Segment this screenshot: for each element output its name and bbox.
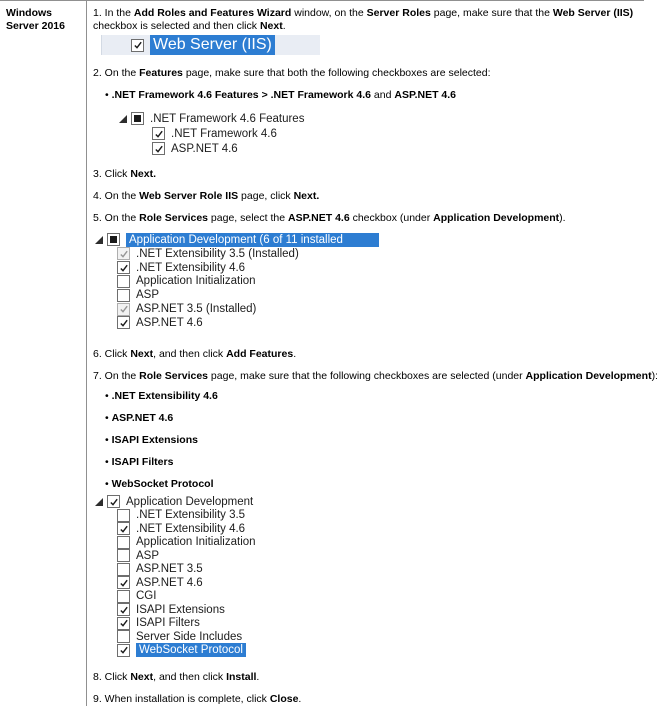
tree-item-row	[95, 643, 658, 657]
tree-item-row	[95, 603, 658, 617]
checklist-item: • .NET Extensibility 4.6	[105, 389, 218, 402]
tree-root-row	[95, 495, 658, 509]
tree-item-row	[95, 316, 658, 330]
tree-item-label: WebSocket Protocol	[136, 643, 246, 657]
tree-item-row	[95, 275, 658, 289]
checked-checkbox-icon	[117, 603, 130, 616]
indeterminate-checkbox-icon	[131, 112, 144, 125]
step-8-text: 8. Click Next, and then click Install.	[93, 670, 260, 683]
step-5-text: 5. On the Role Services page, select the ASP.NET 4.6 checkbox (under Application Development).	[93, 212, 566, 224]
tree-item-label: .NET Extensibility 4.6	[136, 522, 246, 535]
role-services-step5-screenshot	[93, 232, 658, 330]
tree-root-label: Application Development	[126, 495, 254, 508]
tree-item-label: .NET Extensibility 3.5	[136, 509, 246, 522]
tree-item-label: CGI	[136, 590, 157, 603]
tree-item-row	[95, 562, 658, 576]
tree-item-row	[95, 508, 658, 522]
expander-arrow-icon	[95, 236, 103, 244]
step-2-bullet: • .NET Framework 4.6 Features > .NET Framework 4.6 and ASP.NET 4.6	[105, 89, 457, 101]
tree-item-label: ASP.NET 3.5	[136, 563, 203, 576]
tree-root-row	[119, 111, 658, 126]
features-tree-screenshot	[93, 111, 658, 156]
step-7-text: 7. On the Role Services page, make sure that the following checkboxes are selected (under Application Development):	[93, 369, 658, 382]
unchecked-checkbox-icon	[117, 549, 130, 562]
tree-item-row	[95, 261, 658, 275]
tree-item-row	[95, 522, 658, 536]
tree-root-row	[95, 232, 658, 247]
step-6-text: 6. Click Next, and then click Add Features.	[93, 347, 297, 360]
checked-checkbox-icon	[152, 142, 165, 155]
tree-item-label: Server Side Includes	[136, 630, 243, 643]
step-3-text: 3. Click Next.	[93, 168, 157, 180]
tree-item-label: ASP.NET 4.6	[136, 576, 203, 589]
expander-arrow-icon	[95, 498, 103, 506]
installed-checkbox-icon	[117, 247, 130, 260]
unchecked-checkbox-icon	[117, 275, 130, 288]
step-4-text: 4. On the Web Server Role IIS page, click Next.	[93, 190, 320, 202]
tree-item-label: ISAPI Extensions	[136, 603, 225, 616]
checklist-item: • ASP.NET 4.6	[105, 411, 174, 424]
os-version-cell	[0, 1, 87, 706]
tree-item-row	[95, 616, 658, 630]
tree-root-label: .NET Framework 4.6 Features	[150, 112, 305, 125]
tree-item-label: .NET Framework 4.6	[171, 127, 277, 140]
unchecked-checkbox-icon	[117, 536, 130, 549]
tree-item-row	[119, 141, 658, 156]
tree-item-row	[95, 535, 658, 549]
checked-checkbox-icon	[117, 644, 130, 657]
indeterminate-checkbox-icon	[107, 233, 120, 246]
step-2-text: 2. On the Features page, make sure that both the following checkboxes are selected:	[93, 67, 491, 79]
tree-item-row	[95, 630, 658, 644]
tree-item-label: ISAPI Filters	[136, 617, 200, 630]
unchecked-checkbox-icon	[117, 289, 130, 302]
tree-item-label: ASP	[136, 289, 160, 302]
role-services-checklist	[93, 390, 658, 491]
tree-item-label: Application Initialization	[136, 275, 256, 288]
unchecked-checkbox-icon	[117, 630, 130, 643]
expander-arrow-icon	[119, 115, 127, 123]
checked-checkbox-icon	[117, 316, 130, 329]
tree-item-label: ASP	[136, 549, 160, 562]
server-roles-screenshot	[101, 35, 320, 55]
installed-checkbox-icon	[117, 303, 130, 316]
checked-checkbox-icon	[117, 617, 130, 630]
instructions-cell	[87, 1, 664, 706]
tree-item-label: Application Initialization	[136, 536, 256, 549]
checked-checkbox-icon	[117, 261, 130, 274]
unchecked-checkbox-icon	[117, 563, 130, 576]
tree-item-row	[95, 589, 658, 603]
tree-item-row	[95, 576, 658, 590]
tree-item-row	[95, 247, 658, 261]
checked-checkbox-icon	[117, 522, 130, 535]
unchecked-checkbox-icon	[117, 509, 130, 522]
tree-item-row	[119, 126, 658, 141]
checked-checkbox-icon	[152, 127, 165, 140]
checklist-item: • ISAPI Filters	[105, 455, 174, 468]
checklist-item: • ISAPI Extensions	[105, 433, 198, 446]
step-9-text: 9. When installation is complete, click Close.	[93, 692, 302, 705]
tree-item-label: ASP.NET 4.6	[136, 316, 203, 329]
tree-item-label: ASP.NET 4.6	[171, 142, 238, 155]
web-server-iis-selected-label: Web Server (IIS)	[150, 35, 275, 55]
tree-item-label: .NET Extensibility 4.6	[136, 261, 246, 274]
tree-root-label: Application Development (6 of 11 installed	[126, 233, 379, 247]
checked-checkbox-icon	[117, 576, 130, 589]
tree-item-row	[95, 302, 658, 316]
checklist-item: • WebSocket Protocol	[105, 477, 214, 490]
step-1-text: 1. In the Add Roles and Features Wizard window, on the Server Roles page, make sure that the Web Server (IIS) checkbox is selected and then click Next.	[93, 7, 634, 32]
tree-item-label: ASP.NET 3.5 (Installed)	[136, 303, 257, 316]
tree-item-row	[95, 288, 658, 302]
os-version-label: Windows Server 2016	[6, 7, 65, 32]
unchecked-checkbox-icon	[117, 590, 130, 603]
checked-checkbox-icon	[131, 39, 144, 52]
tree-item-label: .NET Extensibility 3.5 (Installed)	[136, 247, 299, 260]
role-services-step7-screenshot	[93, 495, 658, 657]
tree-item-row	[95, 549, 658, 563]
checked-checkbox-icon	[107, 495, 120, 508]
